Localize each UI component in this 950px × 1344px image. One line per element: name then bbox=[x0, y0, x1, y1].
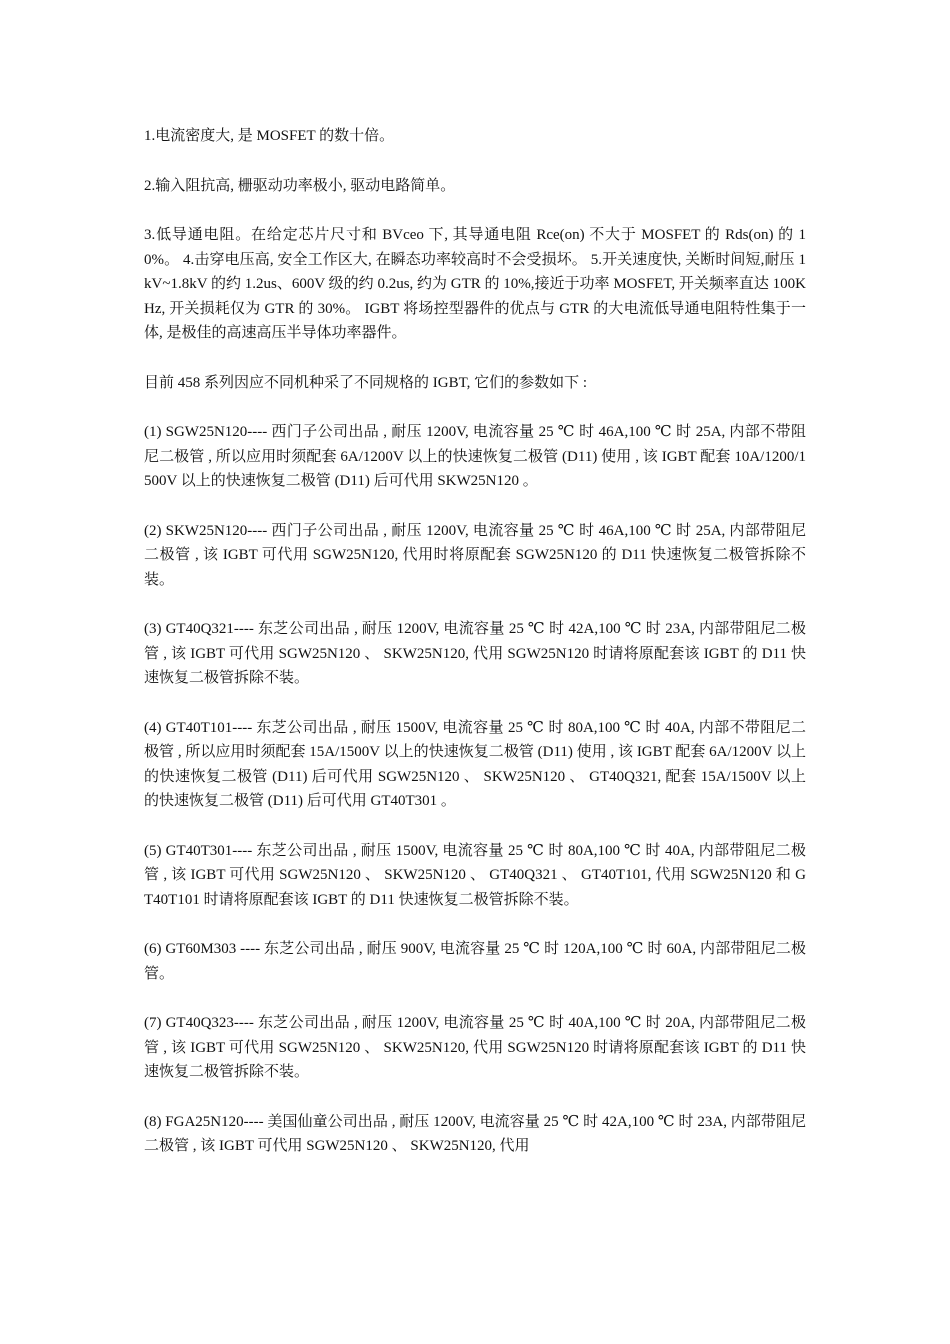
paragraph-fga25n120: (8) FGA25N120---- 美国仙童公司出品 , 耐压 1200V, 电流容量 25 ℃ 时 42A,100 ℃ 时 23A, 内部带阻尼二极管 , 该 IGBT 可代用 SGW25N120 、 SKW25N120, 代用 bbox=[144, 1113, 806, 1154]
paragraph-gt40t101: (4) GT40T101---- 东芝公司出品 , 耐压 1500V, 电流容量 25 ℃ 时 80A,100 ℃ 时 40A, 内部不带阻尼二极管 , 所以应用时须配套 15A/1500V 以上的快速恢复二极管 (D11) 使用 , 该 IGBT 配套 6A/1200V 以上的快速恢复二极管 (D11) 后可代用 SGW25N120 、 SKW25N120 、 GT40Q321, 配套 15A/1500V 以上的快速恢复二极管 (D11) 后可代用 GT40T301 。 bbox=[144, 719, 806, 809]
paragraph-low-on-resistance: 3.低导通电阻。在给定芯片尺寸和 BVceo 下, 其导通电阻 Rce(on) 不大于 MOSFET 的 Rds(on) 的 10%。 4.击穿电压高, 安全工作区大, 在瞬态功率较高时不会受损坏。 5.开关速度快, 关断时间短,耐压 1kV~1.8kV 的约 1.2us、600V 级的约 0.2us, 约为 GTR 的 10%,接近于功率 MOSFET, 开关频率直达 100KHz, 开关损耗仅为 GTR 的 30%。 IGBT 将场控型器件的优点与 GTR 的大电流低导通电阻特性集于一体, 是极佳的高速高压半导体功率器件。 bbox=[144, 227, 806, 341]
paragraph-gt60m303: (6) GT60M303 ---- 东芝公司出品 , 耐压 900V, 电流容量 25 ℃ 时 120A,100 ℃ 时 60A, 内部带阻尼二极管。 bbox=[144, 941, 806, 982]
paragraph-sgw25n120: (1) SGW25N120---- 西门子公司出品 , 耐压 1200V, 电流容量 25 ℃ 时 46A,100 ℃ 时 25A, 内部不带阻尼二极管 , 所以应用时须配套 6A/1200V 以上的快速恢复二极管 (D11) 使用 , 该 IGBT 配套 10A/1200/1500V 以上的快速恢复二极管 (D11) 后可代用 SKW25N120 。 bbox=[144, 424, 806, 489]
paragraph-skw25n120: (2) SKW25N120---- 西门子公司出品 , 耐压 1200V, 电流容量 25 ℃ 时 46A,100 ℃ 时 25A, 内部带阻尼二极管 , 该 IGBT 可代用 SGW25N120, 代用时将原配套 SGW25N120 的 D11 快速恢复二极管拆除不装。 bbox=[144, 522, 806, 588]
document-body bbox=[144, 124, 806, 1184]
paragraph-gt40q321: (3) GT40Q321---- 东芝公司出品 , 耐压 1200V, 电流容量 25 ℃ 时 42A,100 ℃ 时 23A, 内部带阻尼二极管 , 该 IGBT 可代用 SGW25N120 、 SKW25N120, 代用 SGW25N120 时请将原配套该 IGBT 的 D11 快速恢复二极管拆除不装。 bbox=[144, 621, 806, 686]
paragraph-series-intro: 目前 458 系列因应不同机种采了不同规格的 IGBT, 它们的参数如下 : bbox=[144, 374, 588, 391]
paragraph-gt40t301: (5) GT40T301---- 东芝公司出品 , 耐压 1500V, 电流容量 25 ℃ 时 80A,100 ℃ 时 40A, 内部带阻尼二极管 , 该 IGBT 可代用 SGW25N120 、 SKW25N120 、 GT40Q321 、 GT40T101, 代用 SGW25N120 和 GT40T101 时请将原配套该 IGBT 的 D11 快速恢复二极管拆除不装。 bbox=[144, 842, 806, 908]
paragraph-gt40q323: (7) GT40Q323---- 东芝公司出品 , 耐压 1200V, 电流容量 25 ℃ 时 40A,100 ℃ 时 20A, 内部带阻尼二极管 , 该 IGBT 可代用 SGW25N120 、 SKW25N120, 代用 SGW25N120 时请将原配套该 IGBT 的 D11 快速恢复二极管拆除不装。 bbox=[144, 1015, 806, 1080]
paragraph-current-density: 1.电流密度大, 是 MOSFET 的数十倍。 bbox=[144, 128, 395, 144]
paragraph-input-impedance: 2.输入阻抗高, 栅驱动功率极小, 驱动电路简单。 bbox=[144, 177, 456, 194]
